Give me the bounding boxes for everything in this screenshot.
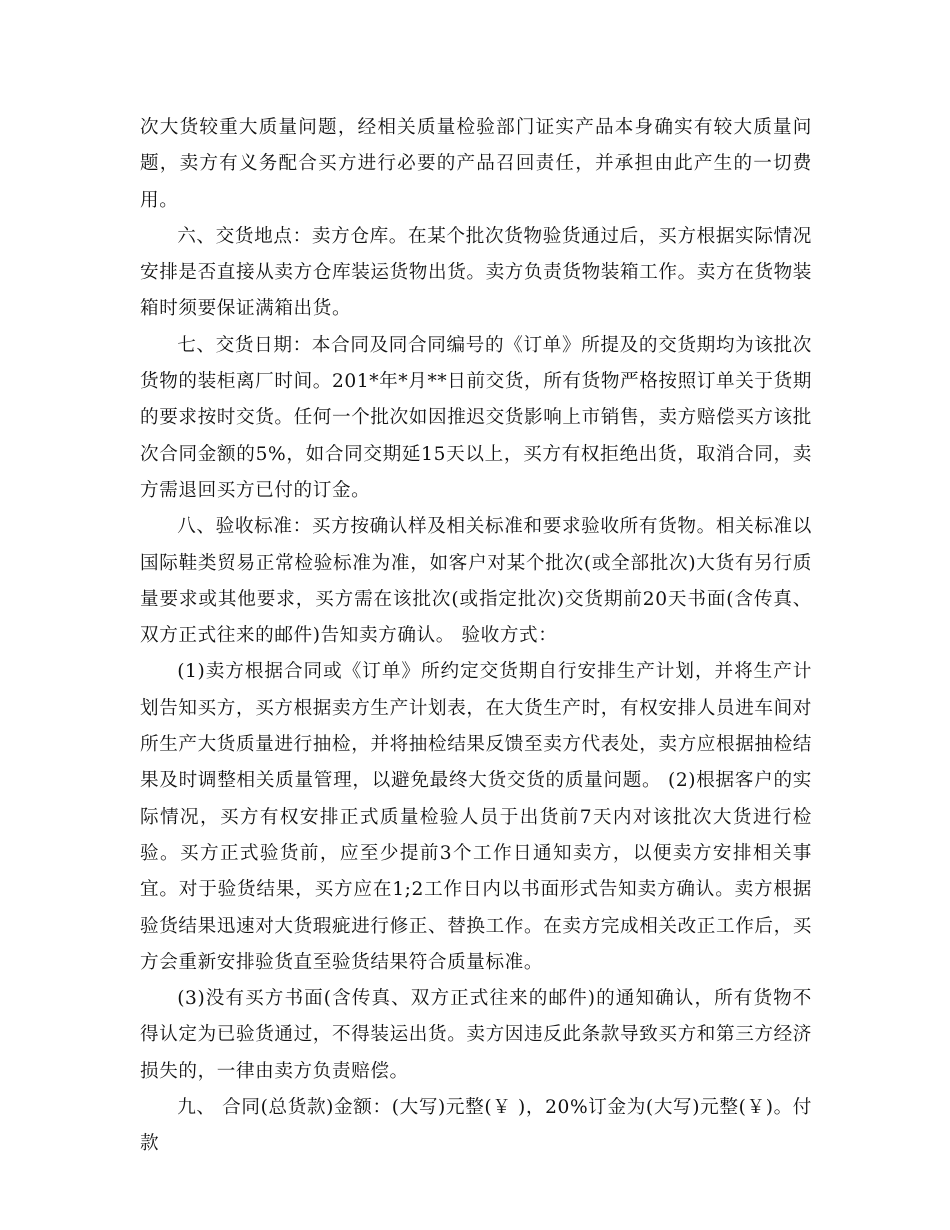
document-body (140, 110, 812, 1163)
paragraph-continued: 次大货较重大质量问题，经相关质量检验部门证实产品本身确实有较大质量问题，卖方有义务配合买方进行必要的产品召回责任，并承担由此产生的一切费用。 (140, 117, 812, 211)
paragraph-acceptance-standard: 八、验收标准：买方按确认样及相关标准和要求验收所有货物。相关标准以国际鞋类贸易正常检验标准为准，如客户对某个批次(或全部批次)大货有另行质量要求或其他要求，买方需在该批次(或指定批次)交货期前20天书面(含传真、双方正式往来的邮件)告知卖方确认。 验收方式： (140, 516, 812, 647)
paragraph-delivery-location: 六、交货地点：卖方仓库。在某个批次货物验货通过后，买方根据实际情况安排是否直接从卖方仓库装运货物出货。卖方负责货物装箱工作。卖方在货物装箱时须要保证满箱出货。 (140, 225, 812, 320)
paragraph-delivery-date: 七、交货日期：本合同及同合同编号的《订单》所提及的交货期均为该批次货物的装柜离厂时间。201*年*月**日前交货，所有货物严格按照订单关于货期的要求按时交货。任何一个批次如因推迟交货影响上市销售，卖方赔偿买方该批次合同金额的5%，如合同交期延15天以上，买方有权拒绝出货，取消合同，卖方需退回买方已付的订金。 (140, 334, 812, 501)
paragraph-contract-amount: 九、 合同(总货款)金额：(大写)元整(￥ )，20%订金为(大写)元整(￥)。付款 (140, 1097, 812, 1155)
paragraph-acceptance-method-3: (3)没有买方书面(含传真、双方正式往来的邮件)的通知确认，所有货物不得认定为已验货通过，不得装运出货。卖方因违反此条款导致买方和第三方经济损失的，一律由卖方负责赔偿。 (140, 988, 812, 1082)
paragraph-acceptance-method-1-2: (1)卖方根据合同或《订单》所约定交货期自行安排生产计划，并将生产计划告知买方，买方根据卖方生产计划表，在大货生产时，有权安排人员进车间对所生产大货质量进行抽检，并将抽检结果反馈至卖方代表处，卖方应根据抽检结果及时调整相关质量管理，以避免最终大货交货的质量问题。 (2)根据客户的实际情况，买方有权安排正式质量检验人员于出货前7天内对该批次大货进行检验。买方正式验货前，应至少提前3个工作日通知卖方，以便卖方安排相关事宜。对于验货结果，买方应在1;2工作日内以书面形式告知卖方确认。卖方根据验货结果迅速对大货瑕疵进行修正、替换工作。在卖方完成相关改正工作后，买方会重新安排验货直至验货结果符合质量标准。 (140, 661, 812, 973)
